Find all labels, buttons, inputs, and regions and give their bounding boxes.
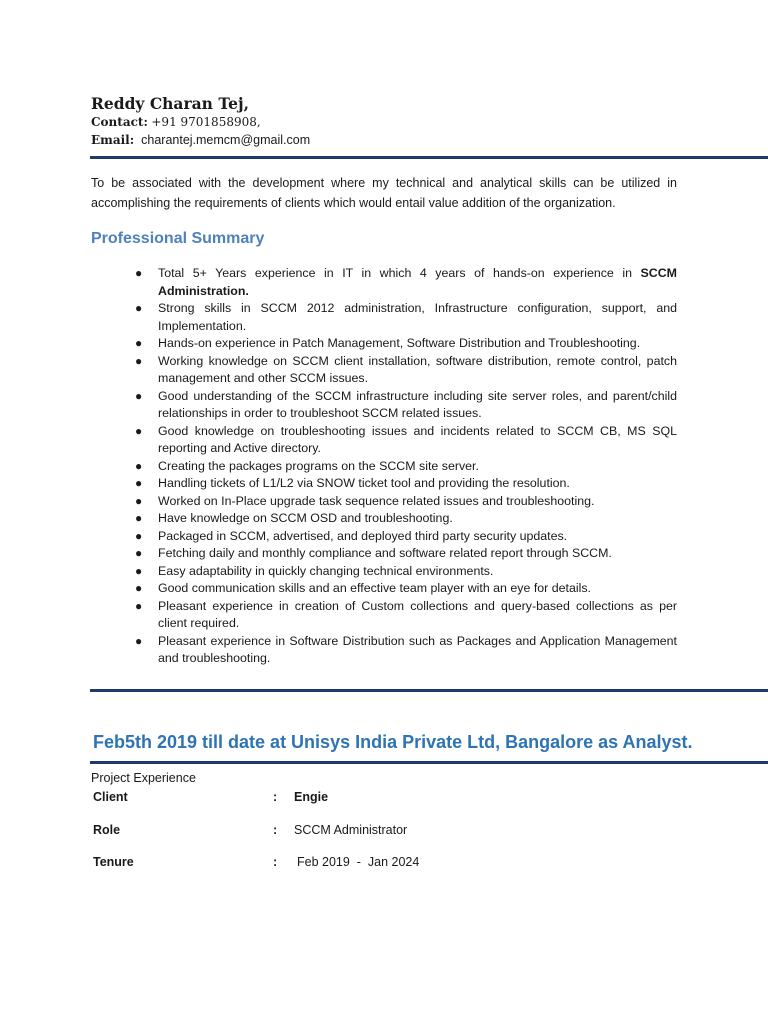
list-item [135,458,677,476]
bullet-icon: ● [135,493,143,508]
summary-divider [90,689,768,692]
client-colon: : [273,790,278,804]
contact-line [91,115,261,129]
role-colon: : [273,823,278,837]
email-value: charantej.memcm@gmail.com [141,133,311,147]
list-item-text: Fetching daily and monthly compliance and software related report through SCCM. [158,546,612,560]
list-item [135,423,677,458]
job-divider [90,761,768,764]
bullet-icon: ● [135,388,143,403]
list-item [135,528,677,546]
contact-label: Contact: [91,115,148,129]
list-item-bold-text: SCCM Administration. [158,266,677,298]
job-title: Feb5th 2019 till date at Unisys India Private Ltd, Bangalore as Analyst. [93,732,693,752]
list-item [135,493,677,511]
list-item [135,633,677,668]
bullet-icon: ● [135,476,143,490]
list-item-text: Pleasant experience in creation of Custom collections and query-based collections as per client required. [158,598,677,630]
list-item-text: Pleasant experience in Software Distribution such as Packages and Application Management and troubleshooting. [158,633,677,665]
role-value: SCCM Administrator [294,823,408,837]
list-item-text: Working knowledge on SCCM client installation, software distribution, remote control, patch management and other SCCM issues. [158,353,677,385]
bullet-icon: ● [135,353,143,368]
list-item [135,475,677,493]
bullet-icon: ● [135,546,143,560]
client-value: Engie [294,790,329,804]
tenure-label: Tenure [93,855,134,869]
list-item-text: Good knowledge on troubleshooting issues and incidents related to SCCM CB, MS SQL reporting and Active directory. [158,423,677,455]
client-label: Client [93,790,128,804]
list-item-text: Good communication skills and an effective team player with an eye for details. [158,581,591,595]
list-item [135,598,677,633]
list-item-text: Good understanding of the SCCM infrastructure including site server roles, and parent/child relationships in order to troubleshoot SCCM related issues. [158,388,677,420]
list-item-text: Creating the packages programs on the SCCM site server. [158,458,479,473]
list-item-text: Strong skills in SCCM 2012 administration, Infrastructure configuration, support, and Implementation. [158,301,677,333]
list-item [135,300,677,335]
bullet-icon: ● [135,458,143,473]
bullet-icon: ● [135,581,143,595]
header-divider [90,156,768,159]
summary-list [135,265,677,668]
list-item [135,563,677,581]
list-item-text: Hands-on experience in Patch Management, Software Distribution and Troubleshooting. [158,336,641,350]
list-item [135,388,677,423]
bullet-icon: ● [135,266,143,280]
email-line [91,133,310,147]
tenure-value: Feb 2019 - Jan 2024 [297,855,420,869]
list-item [135,580,677,598]
list-item-text: Have knowledge on SCCM OSD and troubleshooting. [158,511,453,525]
section-title-professional-summary: Professional Summary [91,230,265,247]
bullet-icon: ● [135,301,143,315]
candidate-name: Reddy Charan Tej, [91,94,249,113]
bullet-icon: ● [135,423,143,438]
project-experience-heading: Project Experience [91,771,196,785]
bullet-icon: ● [135,633,143,648]
list-item [135,545,677,563]
tenure-colon: : [273,855,278,869]
contact-phone: +91 9701858908, [151,115,261,129]
list-item [135,510,677,528]
list-item [135,335,677,353]
bullet-icon: ● [135,511,143,525]
email-label: Email: [91,133,135,147]
career-objective: To be associated with the development where my technical and analytical skills can be utilized in accomplishing the requirements of clients which would entail value addition of the organization. [91,176,677,210]
list-item-text: Packaged in SCCM, advertised, and deployed third party security updates. [158,528,568,543]
list-item-text: Total 5+ Years experience in IT in which 4 years of hands-on experience in [158,266,641,280]
bullet-icon: ● [135,336,143,350]
bullet-icon: ● [135,598,143,613]
list-item-text: Worked on In-Place upgrade task sequence related issues and troubleshooting. [158,493,595,508]
bullet-icon: ● [135,528,143,543]
role-label: Role [93,823,121,837]
list-item-text: Handling tickets of L1/L2 via SNOW ticket tool and providing the resolution. [158,476,570,490]
list-item [135,265,677,300]
list-item [135,353,677,388]
bullet-icon: ● [135,563,143,578]
list-item-text: Easy adaptability in quickly changing technical environments. [158,563,494,578]
